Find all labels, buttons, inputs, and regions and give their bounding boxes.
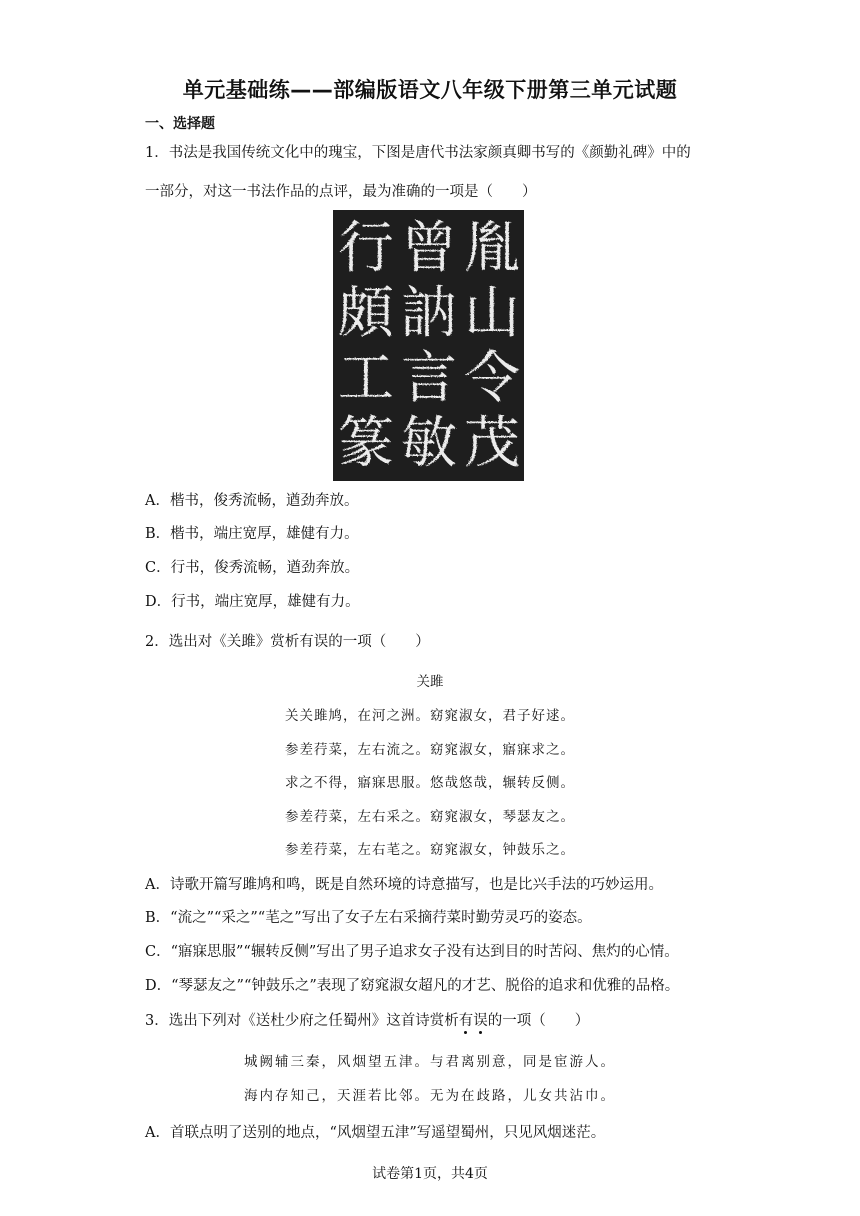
q2-poem-title: 关雎 [416,674,444,690]
calligraphy-char: 訥 [401,281,457,346]
page-footer: 试卷第1页，共4页 [372,1166,488,1182]
calligraphy-char: 行 [338,216,394,281]
calligraphy-char: 言 [401,346,457,411]
q2-stem: 2．选出对《关雎》赏析有误的一项（ ） [145,634,430,650]
calligraphy-char: 胤 [464,216,520,281]
q2-option-b: B．“流之”“采之”“芼之”写出了女子左右采摘荇菜时勤劳灵巧的姿态。 [145,910,592,926]
q2-poem-line: 参差荇菜，左右芼之。窈窕淑女，钟鼓乐之。 [285,842,575,858]
section-heading: 一、选择题 [145,116,215,132]
calligraphy-rubbing-image [333,210,524,481]
calligraphy-char: 頗 [338,281,394,346]
q1-stem-line2: 一部分，对这一书法作品的点评，最为准确的一项是（ ） [145,184,537,200]
calligraphy-char: 曾 [401,216,457,281]
q3-stem-suffix: 的一项（ ） [487,1013,590,1029]
calligraphy-char: 茂 [464,411,520,476]
q2-poem-line: 关关雎鸠，在河之洲。窈窕淑女，君子好逑。 [285,708,575,724]
q2-option-c: C．“寤寐思服”“辗转反侧”写出了男子追求女子没有达到目的时苦闷、焦灼的心情。 [145,944,679,960]
calligraphy-char: 工 [338,346,394,411]
q2-option-d: D．“琴瑟友之”“钟鼓乐之”表现了窈窕淑女超凡的才艺、脱俗的追求和优雅的品格。 [145,978,680,994]
page-title: 单元基础练——部编版语文八年级下册第三单元试题 [182,78,678,102]
q2-option-a: A．诗歌开篇写雎鸠和鸣，既是自然环境的诗意描写，也是比兴手法的巧妙运用。 [145,877,663,893]
emphasis-dot-char: 误 [473,1013,488,1029]
calligraphy-char: 篆 [338,411,394,476]
q1-option-c: C．行书，俊秀流畅，遒劲奔放。 [145,560,360,576]
q3-option-a: A．首联点明了送别的地点，“风烟望五津”写遥望蜀州，只见风烟迷茫。 [145,1125,606,1141]
q3-stem-prefix: 3．选出下列对《送杜少府之任蜀州》这首诗赏析 [145,1013,459,1029]
q1-option-d: D．行书，端庄宽厚，雄健有力。 [145,594,360,610]
q2-poem-line: 参差荇菜，左右采之。窈窕淑女，琴瑟友之。 [285,809,575,825]
calligraphy-char: 山 [464,281,520,346]
q3-stem [145,1009,589,1030]
q2-poem-line: 求之不得，寤寐思服。悠哉悠哉，辗转反侧。 [285,775,575,791]
calligraphy-char: 敏 [401,411,457,476]
q3-poem-line: 海内存知己，天涯若比邻。无为在歧路，儿女共沾巾。 [244,1088,616,1104]
q1-option-a: A．楷书，俊秀流畅，遒劲奔放。 [145,493,359,509]
q1-stem-line1: 1．书法是我国传统文化中的瑰宝，下图是唐代书法家颜真卿书写的《颜勤礼碑》中的 [145,145,691,161]
emphasis-dot-char: 有 [458,1013,474,1029]
calligraphy-char: 令 [464,346,520,411]
q3-poem-line: 城阙辅三秦，风烟望五津。与君离别意，同是宦游人。 [244,1054,616,1070]
q1-option-b: B．楷书，端庄宽厚，雄健有力。 [145,526,359,542]
q2-poem-line: 参差荇菜，左右流之。窈窕淑女，寤寐求之。 [285,742,575,758]
